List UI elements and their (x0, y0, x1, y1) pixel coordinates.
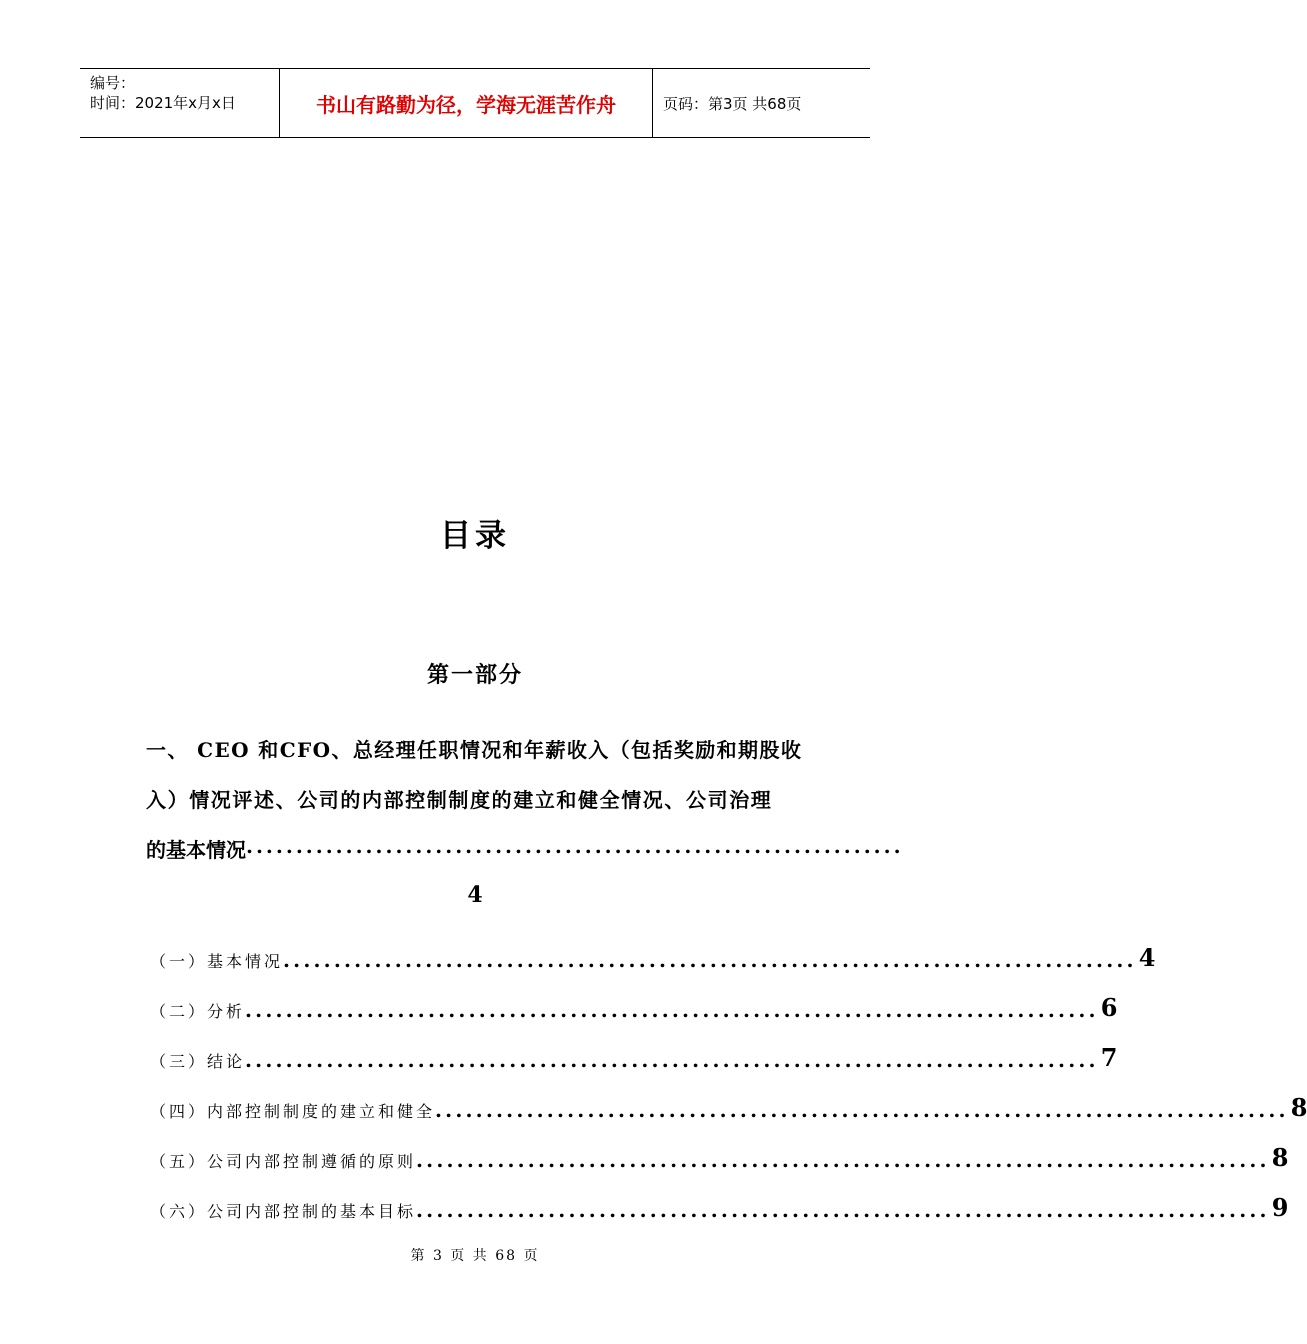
toc-leader-dots: .................................................................................... (245, 998, 1099, 1022)
toc-entry-label: （六）公司内部控制的基本目标 (150, 1202, 417, 1221)
toc-entry[interactable] (150, 1142, 1289, 1172)
toc-entry-page: 7 (1100, 1043, 1118, 1072)
toc-entry-label: （二）分析 (150, 1002, 246, 1021)
intro-leader-dots: .................................................................. (246, 834, 904, 858)
time-label: 时间：2021年x月x日 (90, 94, 236, 112)
toc-entry[interactable] (150, 942, 1156, 972)
toc-leader-dots: .................................................................................... (245, 1048, 1099, 1072)
toc-entry-page: 6 (1100, 993, 1118, 1022)
toc-leader-dots: .................................................................................... (283, 948, 1137, 972)
toc-entry-label: （五）公司内部控制遵循的原则 (150, 1152, 417, 1171)
toc-entry-page: 8 (1290, 1093, 1307, 1122)
toc-entry[interactable] (150, 1192, 1289, 1222)
toc-entry[interactable] (150, 992, 1118, 1022)
intro-page-number: 4 (467, 882, 483, 908)
toc-entry-page: 4 (1138, 943, 1156, 972)
toc-entry[interactable] (150, 1042, 1118, 1072)
header-motto: 书山有路勤为径，学海无涯苦作舟 (280, 69, 653, 137)
part-heading: 第一部分 (426, 662, 523, 688)
intro-line-1: 一、 CEO 和CFO、总经理任职情况和年薪收入（包括奖励和期股收 (146, 738, 803, 762)
toc-entry-label: （一）基本情况 (150, 952, 284, 971)
header-meta (80, 69, 280, 137)
number-label: 编号： (90, 74, 136, 92)
intro-line-2: 入）情况评述、公司的内部控制制度的建立和健全情况、公司治理 (146, 788, 773, 812)
page-footer: 第 3 页 共 68 页 (410, 1248, 540, 1264)
toc-leader-dots: .................................................................................... (416, 1198, 1270, 1222)
toc-entry[interactable] (150, 1092, 1307, 1122)
page-header (80, 68, 870, 138)
toc-entry-page: 8 (1271, 1143, 1289, 1172)
intro-line-3 (146, 834, 904, 863)
toc-leader-dots: .................................................................................... (435, 1098, 1289, 1122)
toc-leader-dots: .................................................................................... (416, 1148, 1270, 1172)
toc-entry-label: （四）内部控制制度的建立和健全 (150, 1102, 436, 1121)
toc-entry-label: （三）结论 (150, 1052, 246, 1071)
header-page-label: 页码：第3页 共68页 (663, 94, 802, 113)
toc-entry-page: 9 (1271, 1193, 1289, 1222)
toc-title: 目录 (440, 518, 510, 554)
intro-line-3-text: 的基本情况 (146, 838, 246, 862)
